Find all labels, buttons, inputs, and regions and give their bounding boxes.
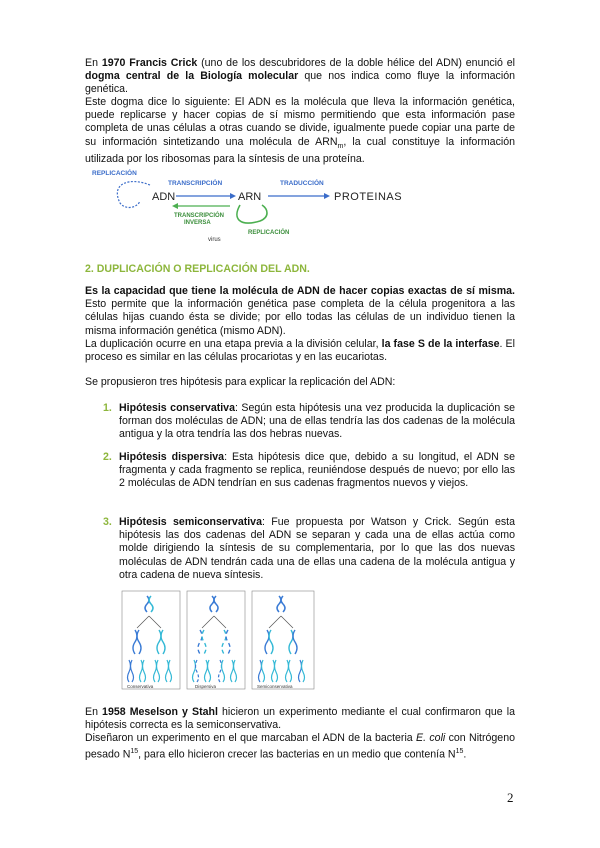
diagram-node-adn: ADN: [152, 191, 176, 203]
panel-label-dispersive: Dispersiva: [195, 684, 217, 689]
replication-loop-arrow: [117, 182, 150, 208]
diagram-node-arn: ARN: [238, 191, 262, 203]
diagram-label-virus: virus: [208, 237, 221, 243]
central-dogma-diagram: [90, 163, 420, 243]
page-number: 2: [507, 790, 514, 805]
hypothesis-item-1: Hipótesis conservativa: Según esta hipótesis una vez producida la duplicación se forman dos moléculas de ADN; una de ellas tendría las dos cadenas de la molécula antigua y la otra tendría las dos hebras nuevas.: [119, 402, 516, 441]
closing-paragraph-2: Diseñaron un experimento en el que marcaban el ADN de la bacteria E. coli con Nitrógeno pesado $N^{15}$, para ello hicieron crecer las bacterias en un medio que contenía $N^{15}$.: [85, 732, 515, 761]
hypothesis-number-2: 2.: [103, 451, 112, 463]
hypothesis-number-3: 3.: [103, 516, 112, 528]
hypotheses-intro: Se propusieron tres hipótesis para explicar la replicación del ADN:: [85, 376, 396, 388]
intro-paragraph-2: Este dogma dice lo siguiente: El ADN es la molécula que lleva la información genética, puede replicarse y hacer copias de sí mismo permitiendo que esta información pase completa de unas células a otras cuando se divide, igualmente puede copiar una parte de su información sintetizando una molécula de $ARN_m$, la cual constituye la información utilizada por los ribosomas para la síntesis de una proteína.: [85, 96, 516, 165]
definition-paragraph: Es la capacidad que tiene la molécula de ADN de hacer copias exactas de sí misma. Esto permite que la información genética pase completa de la célula progenitora a las células hijas cuando ésta se divide; por ello todas las células de un individuo tienen la misma información genética (mismo ADN).: [85, 285, 515, 337]
duplication-paragraph: La duplicación ocurre en una etapa previa a la división celular, la fase S de la interfase. El proceso es similar en las células procariotas y en las eucariotas.: [85, 338, 515, 364]
hypothesis-item-2: Hipótesis dispersiva: Esta hipótesis dice que, debido a su longitud, el ADN se fragmenta y cada fragmento se replica, reuniéndose después de nuevo; por ello las 2 moléculas de ADN tendrían en sus cadenas fragmentos nuevos y viejos.: [119, 451, 515, 490]
diagram-label-transcripcion-inversa: TRANSCRIPCIÓN: [174, 213, 225, 219]
intro-paragraph-1: En 1970 Francis Crick (uno de los descubridores de la doble hélice del ADN) enunció el dogma central de la Biología molecular que nos indica como fluye la información genética.: [85, 57, 516, 96]
panel-label-semiconservative: Semiconservativa: [257, 684, 293, 689]
hypothesis-number-1: 1.: [103, 402, 112, 414]
diagram-label-replicacion: REPLICACIÓN: [92, 170, 137, 177]
panel-semiconservative: [252, 591, 314, 689]
diagram-label-replicacion-arn: REPLICACIÓN: [248, 230, 290, 236]
diagram-node-proteinas: PROTEINAS: [334, 191, 403, 203]
diagram-label-traduccion: TRADUCCIÓN: [280, 180, 324, 187]
arn-replication-loop-arrow: [237, 205, 267, 223]
closing-paragraph-1: En 1958 Meselson y Stahl hicieron un experimento mediante el cual confirmaron que la hipótesis correcta es la semiconservativa.: [85, 706, 515, 732]
replication-models-figure: [119, 588, 319, 693]
diagram-label-transcripcion: TRANSCRIPCIÓN: [168, 180, 223, 187]
section-heading: 2. DUPLICACIÓN O REPLICACIÓN DEL ADN.: [85, 263, 310, 275]
panel-dispersive: [187, 591, 245, 689]
panel-label-conservative: Conservativa: [127, 684, 154, 689]
hypothesis-item-3: Hipótesis semiconservativa: Fue propuesta por Watson y Crick. Según esta hipótesis las dos cadenas del ADN se separan y cada una de ellas actúa como molde dirigiendo la síntesis de su complementaria, por lo que las dos nuevas moléculas de ADN tendrán cada una de ellas una cadena de la molécula antigua y otra cadena de nueva síntesis.: [119, 516, 515, 581]
panel-conservative: [122, 591, 180, 689]
diagram-label-inversa: INVERSA: [184, 220, 211, 226]
